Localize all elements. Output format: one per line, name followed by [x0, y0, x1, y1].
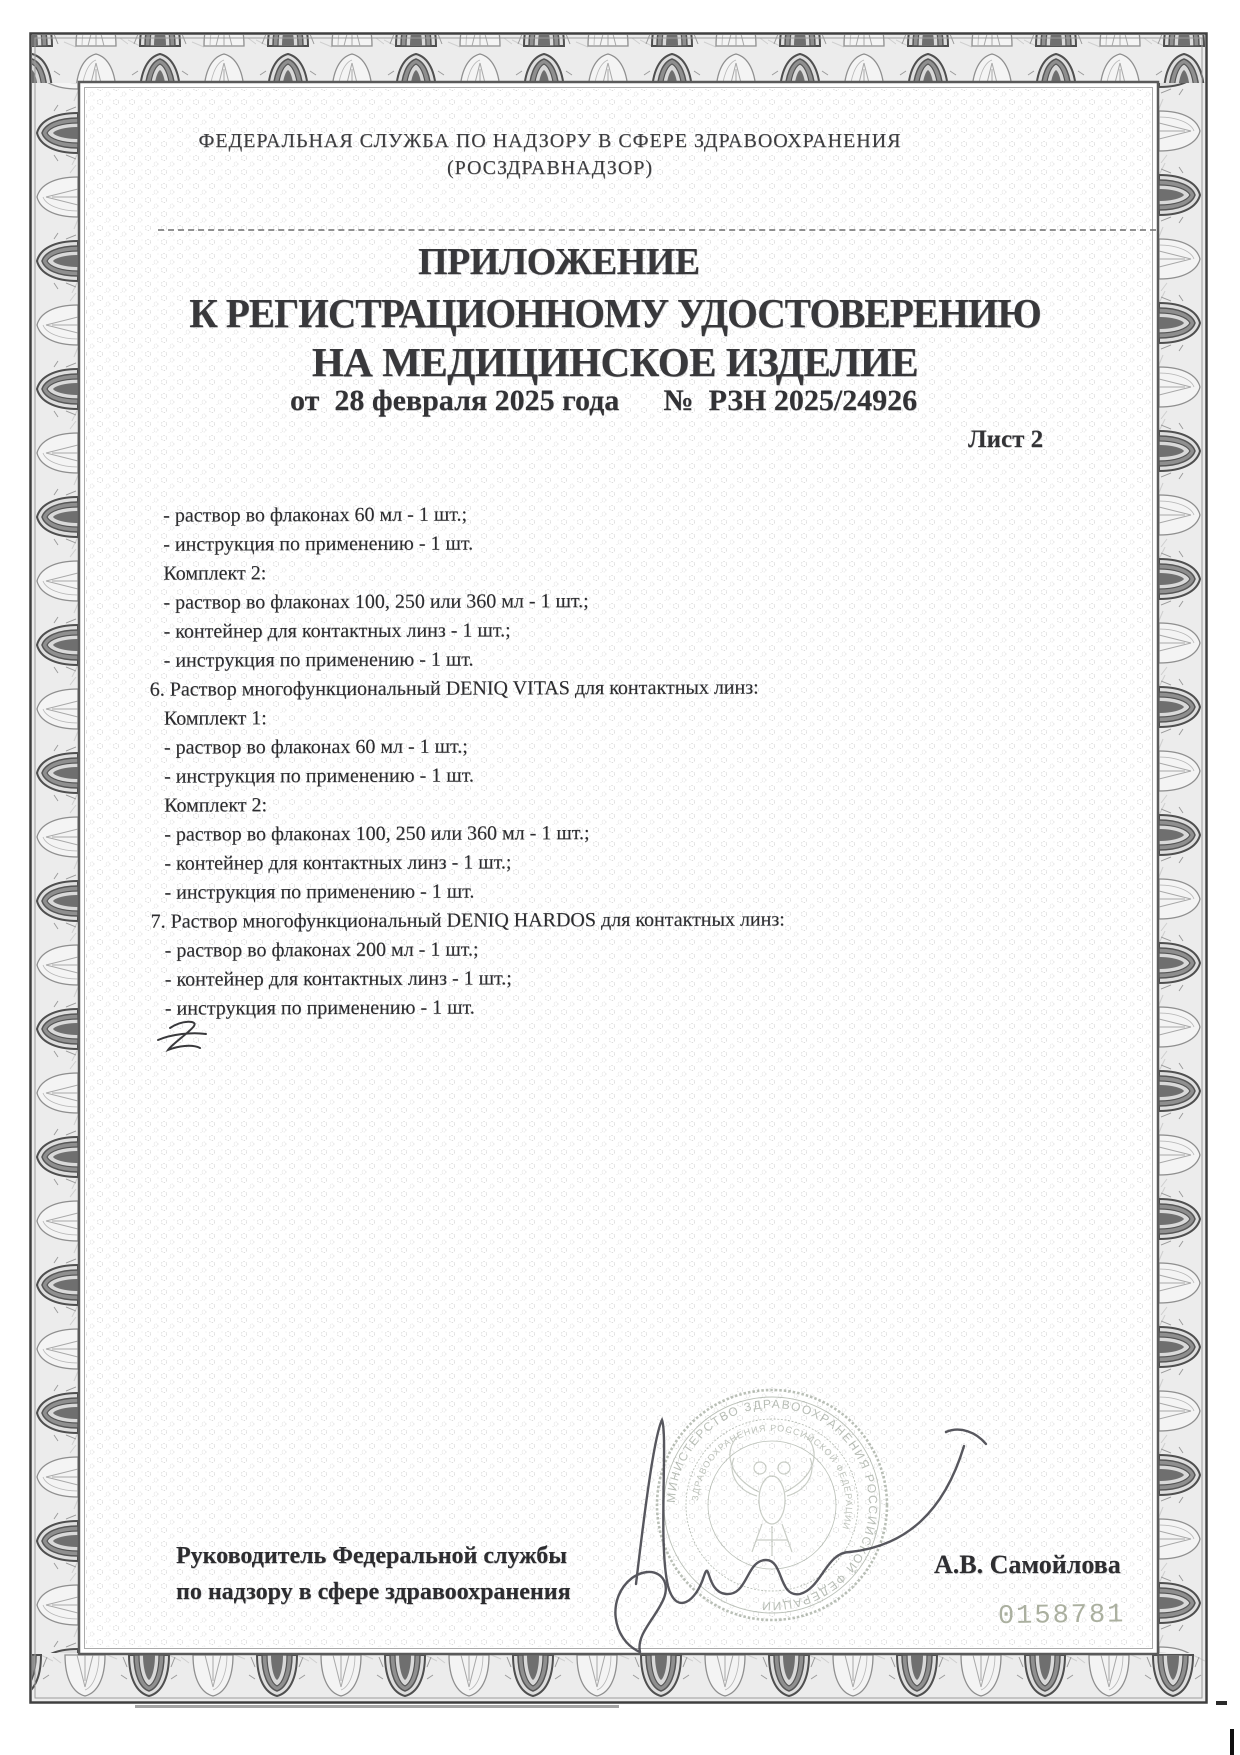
body-line: - инструкция по применению - 1 шт.	[163, 648, 474, 672]
body-line: - раствор во флаконах 100, 250 или 360 мл - 1 шт.;	[163, 590, 589, 614]
page-title-line-1: ПРИЛОЖЕНИЕ	[418, 241, 700, 283]
body-line: - инструкция по применению - 1 шт.	[163, 532, 474, 556]
sheet-label: Лист 2	[968, 426, 1044, 453]
number-sign: №	[663, 384, 694, 417]
body-text	[149, 498, 1085, 1023]
issue-date: от 28 февраля 2025 года	[290, 384, 620, 417]
agency-short-name: (РОСЗДРАВНАДЗОР)	[446, 157, 654, 179]
body-line: - контейнер для контактных линз - 1 шт.;	[164, 851, 512, 875]
body-line: - инструкция по применению - 1 шт.	[164, 764, 474, 788]
body-line: Комплект 2:	[163, 562, 267, 585]
page-title-line-2: К РЕГИСТРАЦИОННОМУ УДОСТОВЕРЕНИЮ	[189, 290, 1041, 336]
signer-position-line-2: по надзору в сфере здравоохранения	[176, 1579, 571, 1605]
body-line: - инструкция по применению - 1 шт.	[164, 880, 475, 904]
body-line: Комплект 1:	[163, 707, 267, 730]
body-line: - контейнер для контактных линз - 1 шт.;	[163, 619, 511, 643]
header-divider	[158, 229, 1156, 231]
form-serial-number: 0158781	[997, 1600, 1126, 1633]
signer-position-line-1: Руководитель Федеральной службы	[176, 1543, 567, 1569]
stamp-inner-ring-text: ЗДРАВООХРАНЕНИЯ РОССИЙСКОЙ ФЕДЕРАЦИИ	[690, 1422, 855, 1532]
scan-artifact-bar	[1230, 1729, 1234, 1755]
body-line: - инструкция по применению - 1 шт.	[164, 996, 475, 1020]
body-line: Комплект 2:	[164, 794, 268, 817]
scan-artifact-line	[135, 1705, 619, 1708]
registration-number: РЗН 2025/24926	[708, 384, 918, 417]
body-line: - раствор во флаконах 60 мл - 1 шт.;	[163, 735, 468, 759]
date-number-row	[290, 384, 1000, 418]
body-line: - раствор во флаконах 200 мл - 1 шт.;	[164, 938, 479, 962]
page-title-line-3: НА МЕДИЦИНСКОЕ ИЗДЕЛИЕ	[311, 339, 919, 385]
signer-name: А.В. Самойлова	[934, 1550, 1121, 1579]
body-line: - контейнер для контактных линз - 1 шт.;	[164, 967, 512, 991]
body-line-item-7: 7. Раствор многофункциональный DENIQ HARDOS для контактных линз:	[150, 908, 785, 933]
scan-artifact-dash	[1216, 1701, 1227, 1705]
agency-name: ФЕДЕРАЛЬНАЯ СЛУЖБА ПО НАДЗОРУ В СФЕРЕ ЗДРАВООХРАНЕНИЯ	[198, 130, 902, 152]
body-line: - раствор во флаконах 100, 250 или 360 мл - 1 шт.;	[164, 822, 590, 846]
body-line-item-6: 6. Раствор многофункциональный DENIQ VITAS для контактных линз:	[149, 676, 759, 701]
stamp-outer-ring-text: МИНИСТЕРСТВО ЗДРАВООХРАНЕНИЯ РОССИЙСКОЙ ФЕДЕРАЦИИ	[663, 1396, 881, 1614]
body-line: - раствор во флаконах 60 мл - 1 шт.;	[163, 503, 468, 527]
signer-position	[176, 1538, 696, 1610]
agency-header	[150, 128, 950, 182]
